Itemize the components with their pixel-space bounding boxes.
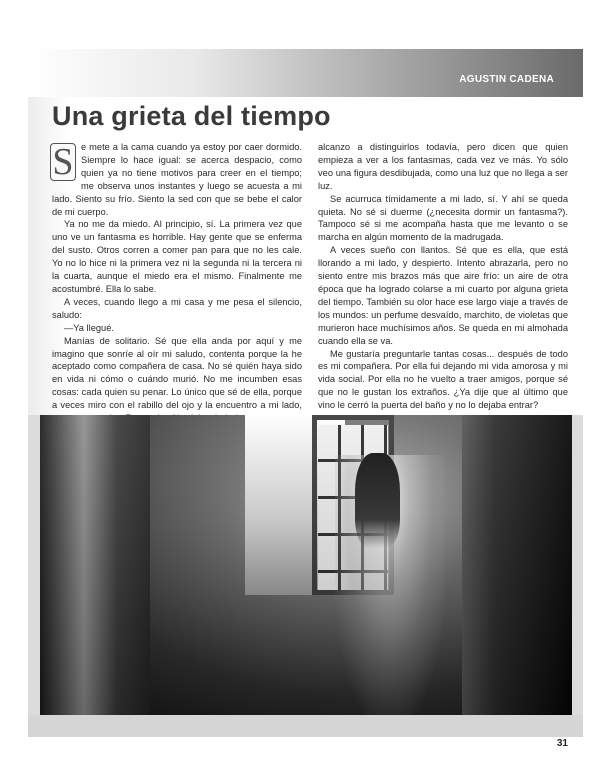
paragraph: e mete a la cama cuando ya estoy por caer dormido. Siempre lo hace igual: se acerca despacio, como quien ya no tiene motivos para creer en el tiempo; me observa unos instantes y luego se acuesta a mi lado. Siento su frío. Siento la sed con que se bebe el calor de mi cuerpo. (52, 142, 302, 217)
paragraph: A veces sueño con llantos. Sé que es ella, que está llorando a mi lado, y despierto. Intento abrazarla, pero no siento entre mis brazos más que aire frío: un aire de otra época que ha logrado colarse a mi cuarto por alguna grieta del tiempo. También su olor hace ese largo viaje a través de los mundos: un perfume desvaído, marchito, de violetas que murieron hace muchísimos años. Se queda en mi almohada cuando ella se va. (318, 245, 568, 346)
ghost-photo (40, 415, 572, 715)
bottom-strip (28, 715, 583, 737)
paragraph: A veces, cuando llego a mi casa y me pesa el silencio, saludo: (52, 296, 302, 320)
dropcap-letter: S (50, 143, 76, 181)
paragraph: Manías de solitario. Sé que ella anda por aquí y me imagino que sonríe al oír mi saludo, contenta porque la he aceptado como compañera de casa. No sé quién haya sido en vida ni cómo o cuándo murió. No me incumben esas cosas: cada quien su penar. Lo único que sé de ella, porque a veces miro con el rabillo del ojo y la encuentro a mi lado, (52, 335, 302, 411)
page-number: 31 (556, 738, 568, 749)
article-title: Una grieta del tiempo (52, 101, 331, 131)
paragraph: Se acurruca tímidamente a mi lado, sí. Y ahí se queda quieta. No sé si duerme (¿necesita dormir un fantasma?). Tampoco sé si me acompaña hasta que me levanto o se marcha en algún momento de la madrugada. (318, 193, 568, 243)
header-bar (28, 49, 583, 97)
author-name: AGUSTIN CADENA (459, 74, 554, 85)
paragraph: alcanzo a distinguirlos todavía, pero dicen que quien empieza a ver a los fantasmas, cada vez ve más. Yo sólo veo una figura desdibujada, como una luz que no llega a ser luz. (318, 142, 568, 191)
paragraph: Me gustaría preguntarle tantas cosas... después de todo es mi compañera. Por ella fui dejando mi vida amorosa y mi vida social. Por ella no he vuelto a traer amigos, porque sé que no le gustan los extraños. ¿Ya dije que al último que vino le cerró la puerta del baño y no lo dejaba entrar? (318, 348, 568, 411)
paragraph: —Ya llegué. (64, 322, 114, 333)
photo-haze (40, 415, 572, 715)
paragraph: Ya no me da miedo. Al principio, sí. La primera vez que uno ve un fantasma es horrible. Hay gente que se enferma del susto. Otros corren a comer pan para que no les cale. Yo no lo hice ni la primera vez ni la segunda ni la tercera ni la cuarta, aunque el miedo era el mismo. Finalmente me acostumbré. Ella lo sabe. (52, 219, 302, 294)
text-column-right (318, 141, 568, 412)
